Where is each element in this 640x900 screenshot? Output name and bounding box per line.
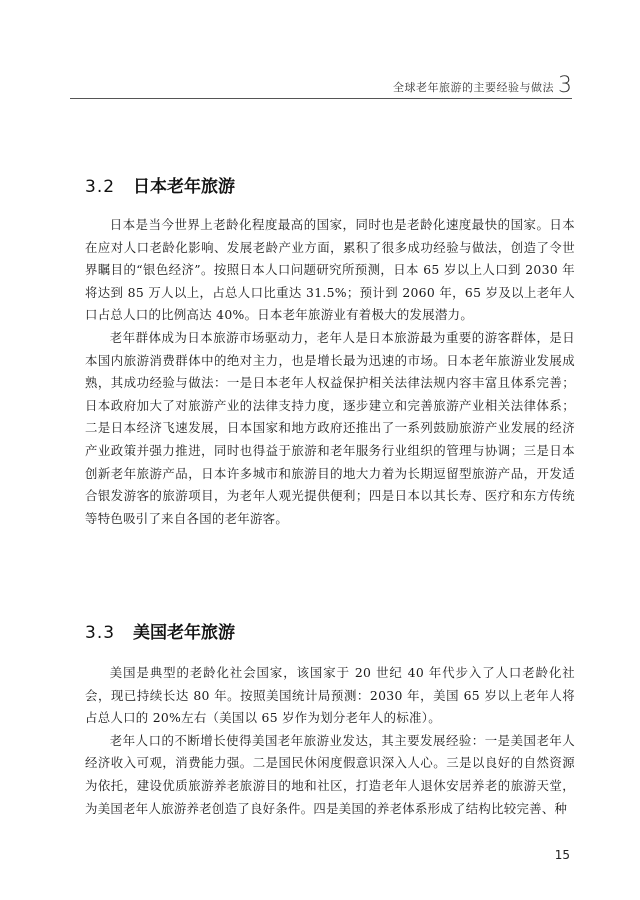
section-number: 3.3 [85,623,116,643]
paragraph: 老年群体成为日本旅游市场驱动力，老年人是日本旅游最为重要的游客群体，是日本国内旅游消费群体中的绝对主力，也是增长最为迅速的市场。日本老年旅游业发展成熟，其成功经验与做法：一是日本老年人权益保护相关法律法规内容丰富且体系完善；日本政府加大了对旅游产业的法律支持力度，逐步建立和完善旅游产业相关法律体系；二是日本经济飞速发展，日本国家和地方政府还推出了一系列鼓励旅游产业发展的经济产业政策并强力推进，同时也得益于旅游和老年服务行业组织的管理与协调；三是日本创新老年旅游产品，日本许多城市和旅游目的地大力着为长期逗留型旅游产品，开发适合银发游客的旅游项目，为老年人观光提供便利；四是日本以其长寿、医疗和东方传统等特色吸引了来自各国的老年游客。 [85,329,575,526]
running-header-title: 全球老年旅游的主要经验与做法 [393,81,554,94]
section-title: 日本老年旅游 [133,177,236,197]
section-heading-3-3 [85,618,235,643]
section-body-3-2 [85,214,575,530]
paragraph: 老年人口的不断增长使得美国老年旅游业发达，其主要发展经验：一是美国老年人经济收入可观，消费能力强。二是国民休闲度假意识深入人心。三是以良好的自然资源为依托，建设优质旅游养老旅游目的地和社区，打造老年人退休安居养老的旅游天堂，为美国老年人旅游养老创造了良好条件。四是美国的养老体系形成了结构比较完善、种 [85,732,575,816]
running-header-chapter-number: 3 [558,73,572,98]
section-heading-3-2 [85,172,235,197]
paragraph: 日本是当今世界上老龄化程度最高的国家，同时也是老龄化速度最快的国家。日本在应对人口老龄化影响、发展老龄产业方面，累积了很多成功经验与做法，创造了令世界瞩目的“银色经济”。按照日本人口问题研究所预测，日本 65 岁以上人口到 2030 年将达到 85 万人以上，占总人口比重达 31.5%；预计到 2060 年，65 岁及以上老年人口占总人口的比例高达 40%。日本老年旅游业有着极大的发展潜力。 [85,217,575,323]
section-title: 美国老年旅游 [133,623,236,643]
running-header [70,72,572,99]
page-number: 15 [554,848,570,862]
paragraph: 美国是典型的老龄化社会国家，该国家于 20 世纪 40 年代步入了人口老龄化社会，现已持续长达 80 年。按照美国统计局预测：2030 年，美国 65 岁以上老年人将占总人口的 20%左右（美国以 65 岁作为划分老年人的标准）。 [85,665,575,726]
section-body-3-3 [85,662,575,820]
section-number: 3.2 [85,177,116,197]
